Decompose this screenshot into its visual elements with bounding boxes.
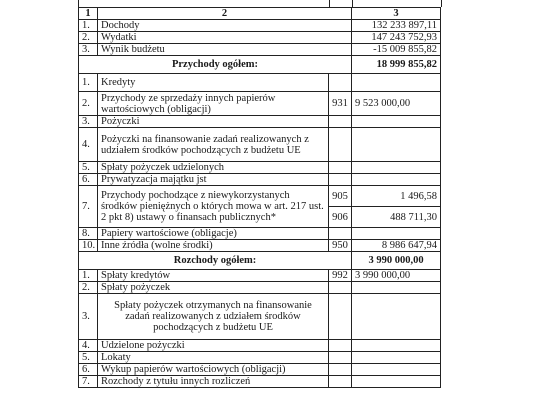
table-row [79, 186, 441, 207]
row-amount [352, 364, 441, 376]
row-amount [352, 162, 441, 174]
row-label: Wykup papierów wartościowych (obligacji) [98, 364, 329, 376]
row-amount [352, 282, 441, 294]
row-number: 1. [79, 74, 98, 92]
row-paragraph: 950 [329, 240, 352, 252]
row-number: 6. [79, 174, 98, 186]
row-label: Pożyczki na finansowanie zadań realizowanych z udziałem środków pochodzących z budżetu UE [98, 128, 329, 162]
row-label: Spłaty pożyczek [98, 282, 329, 294]
row-paragraph [329, 376, 352, 388]
table-row [79, 270, 441, 282]
table-row [79, 74, 441, 92]
row-amount: 1 496,58 [352, 186, 441, 207]
row-amount: 147 243 752,93 [352, 32, 441, 44]
table-row [79, 240, 441, 252]
row-paragraph [329, 282, 352, 294]
table-row [79, 352, 441, 364]
row-paragraph [329, 364, 352, 376]
row-paragraph [329, 128, 352, 162]
row-number: 8. [79, 228, 98, 240]
row-number: 2. [79, 282, 98, 294]
header-col2: 2 [98, 8, 352, 20]
row-label: Przychody ze sprzedaży innych papierów wartościowych (obligacji) [98, 92, 329, 116]
row-paragraph: 931 [329, 92, 352, 116]
table-row [79, 162, 441, 174]
row-amount [352, 174, 441, 186]
row-number: 3. [79, 44, 98, 56]
row-number: 5. [79, 162, 98, 174]
revenue-section-row [79, 56, 441, 74]
row-number: 5. [79, 352, 98, 364]
row-number: 7. [79, 376, 98, 388]
table-top-edge [78, 0, 442, 7]
header-col1: 1 [79, 8, 98, 20]
row-amount [352, 352, 441, 364]
row-label: Kredyty [98, 74, 329, 92]
row-label: Wynik budżetu [98, 44, 352, 56]
row-paragraph [329, 294, 352, 340]
row-label: Udzielone pożyczki [98, 340, 329, 352]
row-label: Dochody [98, 20, 352, 32]
row-number: 1. [79, 20, 98, 32]
row-amount [352, 116, 441, 128]
table-row [79, 340, 441, 352]
row-label: Spłaty pożyczek udzielonych [98, 162, 329, 174]
header-row [79, 8, 441, 20]
row-number: 2. [79, 92, 98, 116]
table-row [79, 32, 441, 44]
row-label: Lokaty [98, 352, 329, 364]
row-label: Rozchody z tytułu innych rozliczeń [98, 376, 329, 388]
row-number: 4. [79, 128, 98, 162]
revenue-title: Przychody ogółem: [79, 56, 352, 74]
table-row [79, 92, 441, 116]
table-row [79, 128, 441, 162]
row-number: 7. [79, 186, 98, 228]
row-amount: 3 990 000,00 [352, 270, 441, 282]
row-label: Spłaty kredytów [98, 270, 329, 282]
row-number: 2. [79, 32, 98, 44]
table-row [79, 376, 441, 388]
budget-table [78, 7, 441, 388]
row-label: Wydatki [98, 32, 352, 44]
row-amount: -15 009 855,82 [352, 44, 441, 56]
row-amount: 132 233 897,11 [352, 20, 441, 32]
revenue-total: 18 999 855,82 [352, 56, 441, 74]
row-label: Przychody pochodzące z niewykorzystanych środków pieniężnych o których mowa w art. 217 ust. 2 pkt 8) ustawy o finansach publicznych* [98, 186, 329, 228]
row-amount: 9 523 000,00 [352, 92, 441, 116]
row-number: 3. [79, 294, 98, 340]
expenditure-section-row [79, 252, 441, 270]
row-number: 1. [79, 270, 98, 282]
row-paragraph [329, 174, 352, 186]
row-label: Pożyczki [98, 116, 329, 128]
table-row [79, 174, 441, 186]
row-amount [352, 74, 441, 92]
expenditure-title: Rozchody ogółem: [79, 252, 352, 270]
row-number: 3. [79, 116, 98, 128]
column-divider [329, 0, 330, 7]
row-label: Spłaty pożyczek otrzymanych na finansowanie zadań realizowanych z udziałem środków pochodzących z budżetu UE [98, 294, 329, 340]
row-paragraph [329, 162, 352, 174]
table-row [79, 44, 441, 56]
row-paragraph [329, 74, 352, 92]
row-amount [352, 376, 441, 388]
row-number: 6. [79, 364, 98, 376]
table-row [79, 282, 441, 294]
column-divider [352, 0, 353, 7]
table-row [79, 116, 441, 128]
row-amount: 8 986 647,94 [352, 240, 441, 252]
table-row [79, 20, 441, 32]
row-amount: 488 711,30 [352, 207, 441, 228]
row-amount [352, 228, 441, 240]
table-row [79, 294, 441, 340]
row-paragraph: 992 [329, 270, 352, 282]
row-paragraph [329, 352, 352, 364]
row-paragraph: 905 [329, 186, 352, 207]
row-amount [352, 340, 441, 352]
row-amount [352, 128, 441, 162]
expenditure-total: 3 990 000,00 [352, 252, 441, 270]
table-row [79, 364, 441, 376]
row-number: 4. [79, 340, 98, 352]
row-paragraph [329, 228, 352, 240]
row-label: Papiery wartościowe (obligacje) [98, 228, 329, 240]
row-label: Inne źródła (wolne środki) [98, 240, 329, 252]
row-paragraph: 906 [329, 207, 352, 228]
row-number: 10. [79, 240, 98, 252]
row-paragraph [329, 116, 352, 128]
table-row [79, 228, 441, 240]
header-col3: 3 [352, 8, 441, 20]
row-paragraph [329, 340, 352, 352]
row-label: Prywatyzacja majątku jst [98, 174, 329, 186]
row-amount [352, 294, 441, 340]
